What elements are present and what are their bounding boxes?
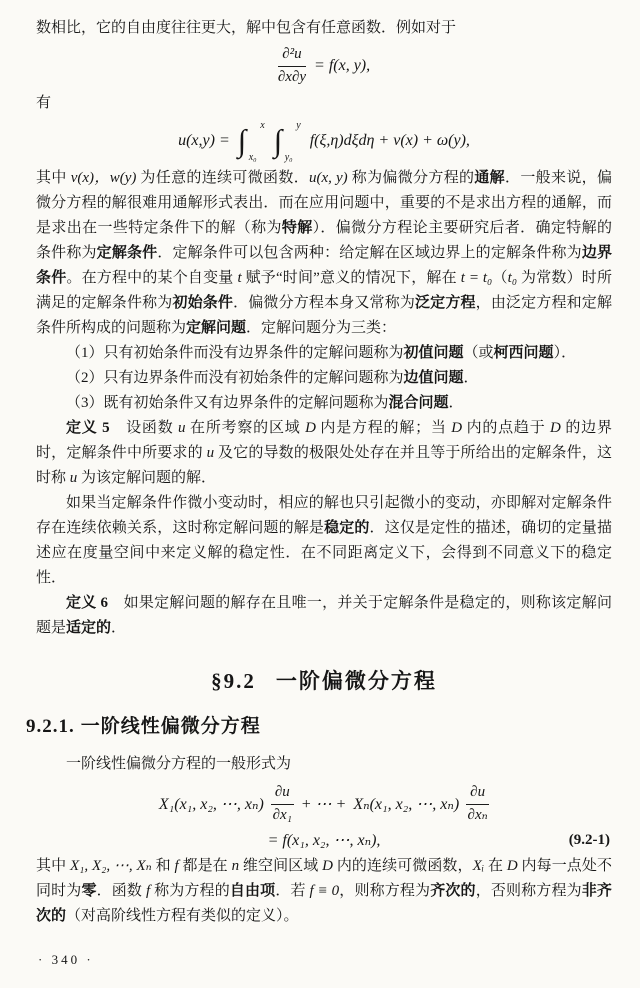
integral-lower-limit: y₀ (284, 152, 293, 163)
equation-9-2-1 (36, 783, 612, 850)
text-run: 为任意的连续可微函数． (136, 170, 310, 186)
text-run: （或 (463, 345, 494, 361)
text-run: D (550, 420, 561, 436)
integral-upper-limit: y (296, 120, 301, 131)
paragraph-stability (36, 491, 612, 591)
fraction-denominator: ∂x₁ (272, 806, 292, 823)
text-run: （2）只有边界条件而没有初始条件的定解问题称为 (66, 370, 404, 386)
subsection-number: 9.2.1. (26, 716, 75, 737)
text-run: 内是方程的解；当 (315, 420, 452, 436)
text-run: t₀ (507, 270, 518, 286)
text-run: n (231, 858, 240, 874)
text-run: ．这仅是定性的描述，确切的定量描述应在度量空间中来定义解的稳定性．在不同距离定义下，会得到不同意义下的稳定性． (36, 520, 612, 586)
integral-symbol: ∫ (237, 123, 247, 158)
equation-mixed-partial (36, 45, 612, 87)
text-run: ．定解条件可以包含两种：给定解在区域边界上的定解条件称为 (157, 245, 582, 261)
text-run: u (69, 470, 78, 486)
text-run: ，否则称方程为 (475, 883, 582, 899)
text-run: 为该定解问题的解． (77, 470, 217, 486)
text-run: 如果定解问题的解存在且唯一，并关于定解条件是稳定的，则称该定解问题是 (36, 595, 612, 636)
fraction-denominator: ∂x∂y (277, 68, 307, 85)
emphasized-term: 定解问题 (186, 320, 247, 336)
emphasized-term: 初始条件 (172, 295, 234, 311)
text-run: ． (111, 620, 127, 636)
integral-lower-limit: x₀ (248, 152, 257, 163)
text-run: 维空间区域 (239, 858, 323, 874)
emphasized-term: 初值问题 (403, 345, 464, 361)
section-title: 一阶偏微分方程 (275, 669, 437, 693)
emphasized-term: 边值问题 (403, 370, 464, 386)
text-run: ．一般来说，偏微分方程的解很难用通解形式表出．而在应用问题中，重要的不是求出方程的通解，而是求出在一些特定条件下的解（称为 (36, 170, 612, 236)
emphasized-term: 稳定的 (324, 520, 370, 536)
text-run: f (146, 883, 151, 899)
text-run: 设函数 (109, 420, 179, 436)
emphasized-term: 零 (81, 883, 97, 899)
text-run: ，则称方程为 (339, 883, 431, 899)
equation-general-solution (36, 120, 612, 162)
text-run: 内的连续可微函数， (333, 858, 473, 874)
subsection-title: 一阶线性偏微分方程 (80, 716, 261, 737)
emphasized-term: 边界条件 (36, 245, 612, 286)
paragraph-continuation (36, 16, 612, 41)
text-run: 。在方程中的某个自变量 (66, 270, 238, 286)
text-run: ． (463, 370, 479, 386)
equation-line-2 (36, 830, 612, 850)
text-run: u(x, y) (309, 170, 348, 186)
emphasized-term: 自由项 (229, 883, 276, 899)
equation-body: f(ξ,η)dξdη + v(x) + ω(y), (309, 132, 470, 149)
section-number: §9.2 (211, 669, 256, 693)
emphasized-term: 混合问题 (388, 395, 449, 411)
subsection-heading (26, 711, 612, 738)
text-run: 和 (151, 858, 175, 874)
fraction-du-dxn (466, 783, 489, 825)
text-run: 其中 (36, 170, 71, 186)
paragraph-closing (36, 854, 612, 929)
text-run: 称为偏微分方程的 (347, 170, 475, 186)
text-run: 如果当定解条件作微小变动时，相应的解也只引起微小的变动，亦即解对定解条件存在连续依赖关系，这时称定解问题的解是 (36, 495, 612, 536)
text-run: X₁, X₂, ⋯, Xₙ (70, 858, 152, 874)
equation-term-1: X₁(x₁, x₂, ⋯, xₙ) (158, 796, 264, 813)
text-run: ．偏微分方程本身又常称为 (233, 295, 416, 311)
paragraph-definition-5 (36, 416, 612, 491)
text-run: 数相比，它的自由度往往更大，解中包含有任意函数．例如对于 (36, 20, 457, 36)
emphasized-term: 定解条件 (96, 245, 158, 261)
emphasized-term: 定义 6 (66, 595, 109, 611)
emphasized-term: 适定的 (66, 620, 112, 636)
emphasized-term: 泛定方程 (415, 295, 476, 311)
text-run: Xᵢ (472, 858, 485, 874)
text-run: ）． (553, 345, 577, 361)
page-number: · 340 · (38, 952, 94, 967)
integral-sign-y (274, 120, 302, 162)
text-run: ）．偏微分方程论主要研究后者．确定特解的条件称为 (36, 220, 612, 261)
text-run: D (506, 858, 518, 874)
paragraph-general-form-intro (36, 752, 612, 777)
fraction-numerator: ∂u (466, 783, 489, 805)
integral-sign-x (238, 120, 266, 162)
fraction-du-dx1 (271, 783, 294, 825)
have-label: 有 (36, 95, 52, 111)
paragraph-definite-conditions (36, 166, 612, 341)
text-run: 的边界时，定解条件中所要求的 (36, 420, 612, 461)
emphasized-term: 特解 (281, 220, 313, 236)
text-run: 都是在 (178, 858, 232, 874)
text-run: ，由泛定方程和定解条件所构成的问题称为 (36, 295, 612, 336)
text-run: 内每一点处不同时为 (36, 858, 612, 899)
text-run: 一阶线性偏微分方程的一般形式为 (66, 756, 292, 772)
text-run: 其中 (36, 858, 70, 874)
text-run: D (451, 420, 463, 436)
emphasized-term: 通解 (474, 170, 506, 186)
text-run: ．函数 (96, 883, 146, 899)
section-heading (36, 665, 612, 695)
text-run: （对高阶线性方程有类似的定义）。 (66, 908, 299, 924)
emphasized-term: 非齐次的 (36, 883, 612, 924)
integral-upper-limit: x (260, 120, 265, 131)
equation-line-1 (36, 783, 612, 825)
equation-rhs: = f(x₁, x₂, ⋯, xₙ), (267, 832, 381, 849)
text-run: ． (448, 395, 464, 411)
emphasized-term: 齐次的 (430, 883, 476, 899)
text-run: （ (492, 270, 508, 286)
text-run: 称为方程的 (150, 883, 230, 899)
text-run: v(x)，w(y) (70, 170, 137, 186)
text-run: 在所考察的区域 (185, 420, 306, 436)
text-run: u (178, 420, 186, 436)
text-run: D (322, 858, 333, 874)
text-run: f ≡ 0 (309, 883, 340, 899)
equation-number: (9.2-1) (568, 831, 610, 848)
equation-rhs: = f(x, y), (314, 57, 371, 74)
text-run: ．定解问题分为三类： (246, 320, 397, 336)
paragraph-definition-6 (36, 591, 612, 641)
list-item-initial-value-problem (36, 341, 612, 366)
text-run: f (174, 858, 179, 874)
text-run: u (206, 445, 215, 461)
fraction-numerator: ∂u (271, 783, 294, 805)
text-run: t = t₀ (460, 270, 493, 286)
emphasized-term: 定义 5 (66, 420, 110, 436)
text-run: ．若 (275, 883, 310, 899)
fraction-d2u-dxdy (278, 45, 306, 87)
text-run: 内的点趋于 (462, 420, 551, 436)
fraction-denominator: ∂xₙ (467, 806, 488, 823)
text-run: （1）只有初始条件而没有边界条件的定解问题称为 (66, 345, 404, 361)
text-run: 为常数）时所满足的定解条件称为 (36, 270, 612, 311)
integral-symbol: ∫ (273, 123, 283, 158)
fraction-numerator: ∂²u (278, 45, 305, 67)
list-item-boundary-value-problem (36, 366, 612, 391)
equation-term-n: Xₙ(x₁, x₂, ⋯, xₙ) (353, 796, 460, 813)
text-run: 赋予“时间”意义的情况下，解在 (241, 270, 461, 286)
text-run: D (305, 420, 316, 436)
text-run: t (237, 270, 242, 286)
emphasized-term: 柯西问题 (493, 345, 554, 361)
text-run: 及它的导数的极限处处存在并且等于所给出的定解条件，这时称 (36, 445, 612, 486)
equation-lhs: u(x,y) = (178, 132, 230, 149)
list-item-mixed-problem (36, 391, 612, 416)
equation-ellipsis: + ⋯ + (300, 796, 347, 813)
text-run: （3）既有初始条件又有边界条件的定解问题称为 (66, 395, 389, 411)
text-run: 在 (484, 858, 507, 874)
